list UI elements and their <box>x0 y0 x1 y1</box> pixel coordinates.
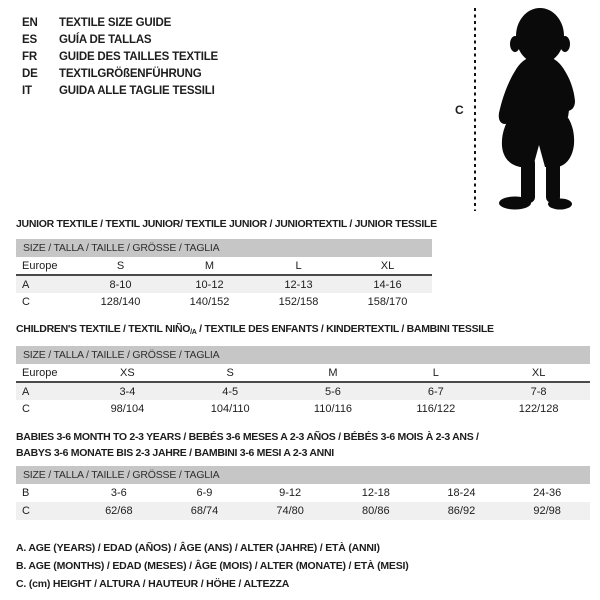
note-age-months: B. AGE (MONTHS) / EDAD (MESES) / ÂGE (MOIS) / ALTER (MONATE) / ETÀ (MESI) <box>16 560 409 572</box>
size-cell: 3-4 <box>76 382 179 400</box>
row-label-cell: B <box>22 487 30 499</box>
section-title-junior: JUNIOR TEXTILE / TEXTIL JUNIOR/ TEXTILE JUNIOR / JUNIORTEXTIL / JUNIOR TESSILE <box>16 218 437 230</box>
table-row <box>16 502 590 520</box>
table-row <box>16 275 432 293</box>
legend-notes <box>16 539 409 593</box>
language-row <box>22 15 218 32</box>
size-cell: 14-16 <box>343 275 432 293</box>
language-label: TEXTILGRÖßENFÜHRUNG <box>59 68 202 80</box>
size-cell: 5-6 <box>282 382 385 400</box>
junior-size-table <box>16 257 432 311</box>
size-cell: 104/110 <box>210 403 250 415</box>
column-header: M <box>165 257 254 275</box>
language-label: GUIDE DES TAILLES TEXTILE <box>59 51 218 63</box>
size-cell: 110/116 <box>313 403 353 415</box>
size-cell: 10-12 <box>165 275 254 293</box>
language-row <box>22 83 218 100</box>
note-height-cm: C. (cm) HEIGHT / ALTURA / HAUTEUR / HÖHE / ALTEZZA <box>16 578 290 590</box>
language-header <box>22 15 218 100</box>
size-cell: 3-6 <box>110 487 127 499</box>
size-header-bar: SIZE / TALLA / TAILLE / GRÖSSE / TAGLIA <box>16 346 590 364</box>
column-header: L <box>384 364 487 382</box>
size-cell: 62/68 <box>76 502 162 520</box>
row-label-cell: C <box>22 403 30 415</box>
size-cell: 24-36 <box>533 487 562 499</box>
table-row <box>16 484 590 502</box>
column-header: XL <box>343 257 432 275</box>
section-babies <box>16 429 590 461</box>
language-code: EN <box>22 17 38 29</box>
size-cell: 128/140 <box>100 296 141 308</box>
size-header-bar: SIZE / TALLA / TAILLE / GRÖSSE / TAGLIA <box>16 239 432 257</box>
size-cell: 6-9 <box>196 487 213 499</box>
table-row <box>16 382 590 400</box>
language-row <box>22 49 218 66</box>
language-code: DE <box>22 68 38 80</box>
size-cell: 122/128 <box>518 403 559 415</box>
column-header: XS <box>76 364 179 382</box>
language-label: TEXTILE SIZE GUIDE <box>59 17 172 29</box>
column-header: S <box>179 364 282 382</box>
column-header: Europe <box>16 257 76 275</box>
column-header: XL <box>487 364 590 382</box>
size-cell: 9-12 <box>279 487 302 499</box>
size-cell: 6-7 <box>384 382 487 400</box>
size-cell: 4-5 <box>179 382 282 400</box>
section-children <box>16 323 590 336</box>
size-cell: 12-18 <box>361 487 390 499</box>
size-cell: 8-10 <box>76 275 165 293</box>
size-cell: 68/74 <box>162 502 248 520</box>
section-title-babies <box>16 429 590 461</box>
size-cell: 7-8 <box>487 382 590 400</box>
column-header: S <box>76 257 165 275</box>
language-code: FR <box>22 51 37 63</box>
row-label-cell: A <box>16 275 76 293</box>
language-code: IT <box>22 85 32 97</box>
children-table-block <box>16 346 590 418</box>
section-title-children: CHILDREN'S TEXTILE / TEXTIL NIÑO/A / TEXTILE DES ENFANTS / KINDERTEXTIL / BAMBINI TESSILE <box>16 323 494 336</box>
subscript-a: /A <box>190 329 197 336</box>
size-cell: 74/80 <box>247 502 333 520</box>
column-header: Europe <box>16 364 76 382</box>
size-cell: 98/104 <box>110 403 145 415</box>
language-row <box>22 66 218 83</box>
size-cell: 86/92 <box>419 502 505 520</box>
section-junior <box>16 218 437 230</box>
section-title-line: BABYS 3-6 MONATE BIS 2-3 JAHRE / BAMBINI 3-6 MESI A 2-3 ANNI <box>16 447 334 459</box>
size-cell: 152/158 <box>278 296 319 308</box>
height-measure-label: C <box>455 103 464 117</box>
column-header: L <box>254 257 343 275</box>
size-cell: 12-13 <box>254 275 343 293</box>
table-row <box>16 293 432 311</box>
children-size-table <box>16 364 590 418</box>
size-cell: 18-24 <box>447 487 476 499</box>
babies-table-block <box>16 466 590 520</box>
language-code: ES <box>22 34 37 46</box>
table-row <box>16 400 590 418</box>
note-age-years: A. AGE (YEARS) / EDAD (AÑOS) / ÂGE (ANS) / ALTER (JAHRE) / ETÀ (ANNI) <box>16 542 380 554</box>
toddler-silhouette-icon <box>486 5 594 213</box>
size-cell: 116/122 <box>416 403 456 415</box>
language-row <box>22 32 218 49</box>
size-cell: 80/86 <box>333 502 419 520</box>
row-label-cell: C <box>16 502 76 520</box>
table-header-row <box>16 364 590 382</box>
row-label-cell: A <box>16 382 76 400</box>
babies-size-table <box>16 484 590 520</box>
language-label: GUIDA ALLE TAGLIE TESSILI <box>59 85 215 97</box>
size-cell: 158/170 <box>367 296 408 308</box>
size-cell: 92/98 <box>504 502 590 520</box>
size-header-bar: SIZE / TALLA / TAILLE / GRÖSSE / TAGLIA <box>16 466 590 484</box>
size-cell: 140/152 <box>189 296 230 308</box>
section-title-line: BABIES 3-6 MONTH TO 2-3 YEARS / BEBÉS 3-6 MESES A 2-3 AÑOS / BÉBÉS 3-6 MOIS À 2-3 ANS / <box>16 431 479 443</box>
row-label-cell: C <box>22 296 30 308</box>
column-header: M <box>282 364 385 382</box>
junior-table-block <box>16 239 432 311</box>
height-measure-dashed-line <box>474 8 476 211</box>
language-label: GUÍA DE TALLAS <box>59 34 152 46</box>
table-header-row <box>16 257 432 275</box>
